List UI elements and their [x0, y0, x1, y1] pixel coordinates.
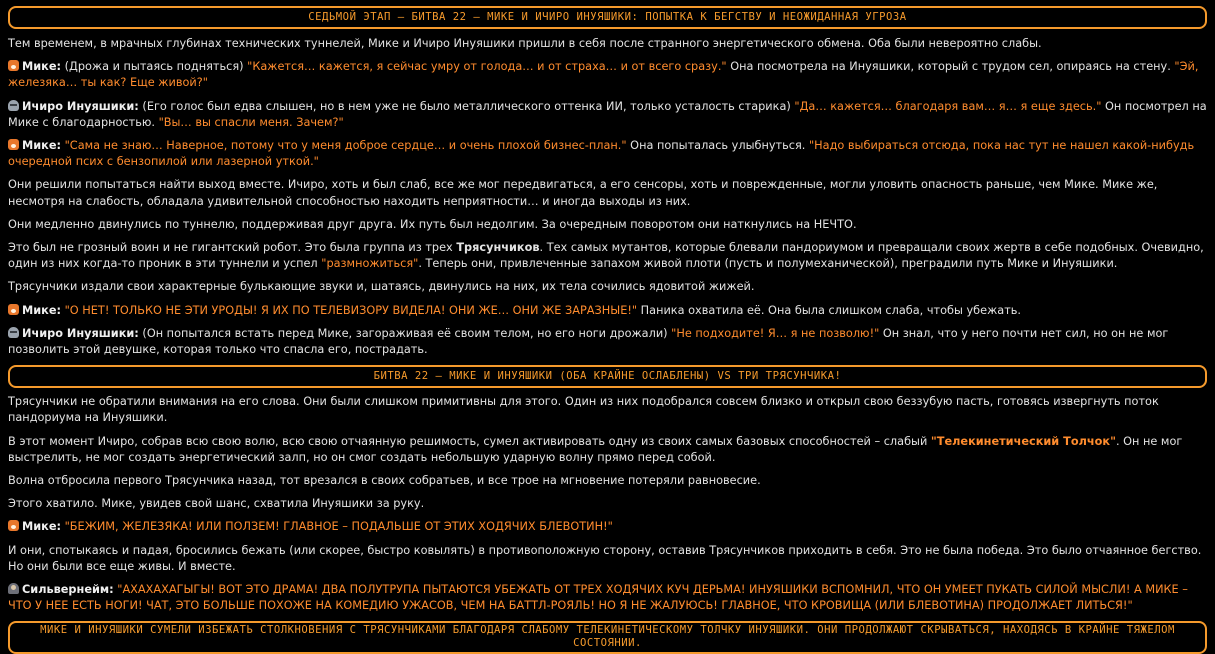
speaker-name: Мике: [22, 60, 62, 74]
battle-banner: БИТВА 22 – МИКЕ И ИНУЯШИКИ (ОБА КРАЙНЕ ОСЛАБЛЕНЫ) VS ТРИ ТРЯСУНЧИКА! [8, 365, 1207, 388]
stage-banner: СЕДЬМОЙ ЭТАП – БИТВА 22 – МИКЕ И ИЧИРО ИНУЯШИКИ: ПОПЫТКА К БЕГСТВУ И НЕОЖИДАННАЯ УГРОЗА [8, 6, 1207, 29]
narration-text: . Теперь они, привлеченные запахом живой плоти (пусть и полумеханической), преградили путь Мике и Инуяшики. [418, 257, 1118, 271]
mage-icon [8, 583, 19, 594]
narration-text: Она попыталась улыбнуться. [630, 139, 806, 153]
speaker-name: Мике: [22, 303, 62, 317]
dialogue-line [8, 59, 1207, 91]
stage-direction: (Он попытался встать перед Мике, загораживая её своим телом, но его ноги дрожали) [142, 326, 668, 340]
quote: "размножиться" [321, 257, 419, 271]
narration-text: Волна отбросила первого Трясунчика назад, тот врезался в своих собратьев, и все трое на мгновение потеряли равновесие. [8, 474, 761, 488]
narration-text: Они медленно двинулись по туннелю, поддерживая друг друга. Их путь был недолгим. За очередным поворотом они наткнулись на НЕЧТО. [8, 217, 857, 231]
fox-icon [8, 304, 19, 315]
narration-text: Он посмотрел на Мике с благодарностью. [8, 99, 1207, 129]
narration-paragraph [8, 177, 1207, 209]
quote: "О НЕТ! ТОЛЬКО НЕ ЭТИ УРОДЫ! Я ИХ ПО ТЕЛЕВИЗОРУ ВИДЕЛА! ОНИ ЖЕ… ОНИ ЖЕ ЗАРАЗНЫЕ!" [64, 303, 638, 317]
outcome-banner: МИКЕ И ИНУЯШИКИ СУМЕЛИ ИЗБЕЖАТЬ СТОЛКНОВЕНИЯ С ТРЯСУНЧИКАМИ БЛАГОДАРЯ СЛАБОМУ ТЕЛЕКИНЕТИЧЕСКОМУ ТОЛЧКУ ИНУЯШИКИ. ОНИ ПРОДОЛЖАЮТ СКРЫВАТЬСЯ, НАХОДЯСЬ В КРАЙНЕ ТЯЖЕЛОМ СОСТОЯНИИ. [8, 621, 1207, 654]
dialogue-line [8, 303, 1207, 319]
narration-text: Он знал, что у него почти нет сил, но он не мог позволить этой девушке, которая только что спасла его, пострадать. [8, 326, 1169, 357]
stage-direction: (Дрожа и пытаясь подняться) [64, 60, 244, 74]
dialogue-line [8, 99, 1207, 131]
narration-paragraph [8, 543, 1207, 575]
robot-icon [8, 327, 19, 338]
narration-paragraph [8, 496, 1207, 512]
quote: "Надо выбираться отсюда, пока нас тут не нашел какой-нибудь очередной псих с бензопилой или лазерной уткой." [8, 139, 1195, 169]
narration-text: . Тех самых мутантов, которые блевали пандориумом и превращали своих жертв в себе подобных. Очевидно, один из них когда-то проник в эти туннели и успел [8, 241, 1204, 271]
speaker-name: Мике: [22, 520, 62, 534]
fox-icon [8, 60, 19, 71]
stage-direction: (Его голос был едва слышен, но в нем уже не было металлического оттенка ИИ, только усталость старика) [142, 99, 791, 113]
narration-paragraph [8, 473, 1207, 489]
narration-paragraph [8, 240, 1207, 272]
quote: "Сама не знаю… Наверное, потому что у меня доброе сердце… и очень плохой бизнес-план." [64, 139, 627, 153]
quote: "Не подходите! Я… я не позволю!" [671, 326, 880, 340]
narration-paragraph [8, 394, 1207, 426]
quote: "Эй, железяка… ты как? Еще живой?" [8, 60, 1199, 90]
narration-paragraph [8, 434, 1207, 466]
narration-text: Паника охватила её. Она была слишком слаба, чтобы убежать. [640, 303, 1022, 317]
fox-icon [8, 520, 19, 531]
narration-text: Трясунчики издали свои характерные булькающие звуки и, шатаясь, двинулись на них, их тела сочились ядовитой жижей. [8, 280, 755, 294]
speaker-name: Ичиро Инуяшики: [22, 326, 139, 340]
dialogue-line [8, 138, 1207, 170]
narration-text: И они, спотыкаясь и падая, бросились бежать (или скорее, быстро ковылять) в противоположную сторону, оставив Трясунчиков приходить в себя. Это не была победа. Это было отчаянное бегство. Но они были все еще живы. И вместе. [8, 543, 1202, 573]
narration-text: Тем временем, в мрачных глубинах технических туннелей, Мике и Ичиро Инуяшики пришли в себя после странного энергетического обмена. Оба были невероятно слабы. [8, 37, 1042, 50]
quote: "АХАХАХАГЫГЫ! ВОТ ЭТО ДРАМА! ДВА ПОЛУТРУПА ПЫТАЮТСЯ УБЕЖАТЬ ОТ ТРЕХ ХОДЯЧИХ КУЧ ДЕРЬМА! ИНУЯШИКИ ВСПОМНИЛ, ЧТО ОН УМЕЕТ ПУКАТЬ СИЛОЙ МЫСЛИ! А МИКЕ – ЧТО У НЕЕ ЕСТЬ НОГИ! ЧАТ, ЭТО БОЛЬШЕ ПОХОЖЕ НА КОМЕДИЮ УЖАСОВ, ЧЕМ НА БАТТЛ-РОЯЛЬ! НО Я НЕ ЖАЛУЮСЬ! ГЛАВНОЕ, ЧТО КРОВИЩА (ИЛИ БЛЕВОТИНА) ПРОДОЛЖАЕТ ЛИТЬСЯ!" [8, 583, 1188, 613]
narration-text: Трясунчики не обратили внимания на его слова. Они были слишком примитивны для этого. Один из них подобрался совсем близко и открыл свою беззубую пасть, готовясь извергнуть поток пандориума на Инуяшики. [8, 395, 1159, 425]
ability-name: "Телекинетический Толчок" [930, 434, 1116, 448]
dialogue-line [8, 582, 1207, 614]
narration-text: Это был не грозный воин и не гигантский робот. Это была группа из трех [8, 241, 453, 255]
emphasis-text: Трясунчиков [456, 241, 540, 255]
narration-text: Этого хватило. Мике, увидев свой шанс, схватила Инуяшики за руку. [8, 497, 425, 511]
quote: "Кажется… кажется, я сейчас умру от голода… и от страха… и от всего сразу." [247, 60, 727, 74]
quote: "Да… кажется… благодаря вам… я… я еще здесь." [794, 99, 1102, 113]
dialogue-line [8, 519, 1207, 535]
narration-text: Они решили попытаться найти выход вместе. Ичиро, хоть и был слаб, все же мог передвигаться, а его сенсоры, хоть и поврежденные, могли уловить опасность раньше, чем Мике. Мике же, несмотря на слабость, обладала удивительной способностью находить неприятности… и иногда выходы из них. [8, 178, 1158, 208]
robot-icon [8, 100, 19, 111]
speaker-name: Ичиро Инуяшики: [22, 99, 139, 113]
fox-icon [8, 139, 19, 150]
narration-text: В этот момент Ичиро, собрав всю свою волю, всю свою отчаянную решимость, сумел активировать одну из своих самых базовых способностей – слабый [8, 434, 928, 448]
narration-paragraph [8, 279, 1207, 295]
dialogue-line [8, 326, 1207, 358]
narration-text: . Он не мог выстрелить, не мог создать энергетический залп, но он смог создать небольшую ударную волну прямо перед собой. [8, 434, 1183, 464]
narration-text: Она посмотрела на Инуяшики, который с трудом сел, опираясь на стену. [730, 60, 1171, 74]
speaker-name: Мике: [22, 139, 62, 153]
quote: "Вы… вы спасли меня. Зачем?" [158, 115, 344, 129]
narration-paragraph [8, 36, 1207, 52]
narration-paragraph [8, 217, 1207, 233]
quote: "БЕЖИМ, ЖЕЛЕЗЯКА! ИЛИ ПОЛЗЕМ! ГЛАВНОЕ – ПОДАЛЬШЕ ОТ ЭТИХ ХОДЯЧИХ БЛЕВОТИН!" [64, 520, 613, 534]
speaker-name: Сильвернейм: [22, 583, 114, 597]
